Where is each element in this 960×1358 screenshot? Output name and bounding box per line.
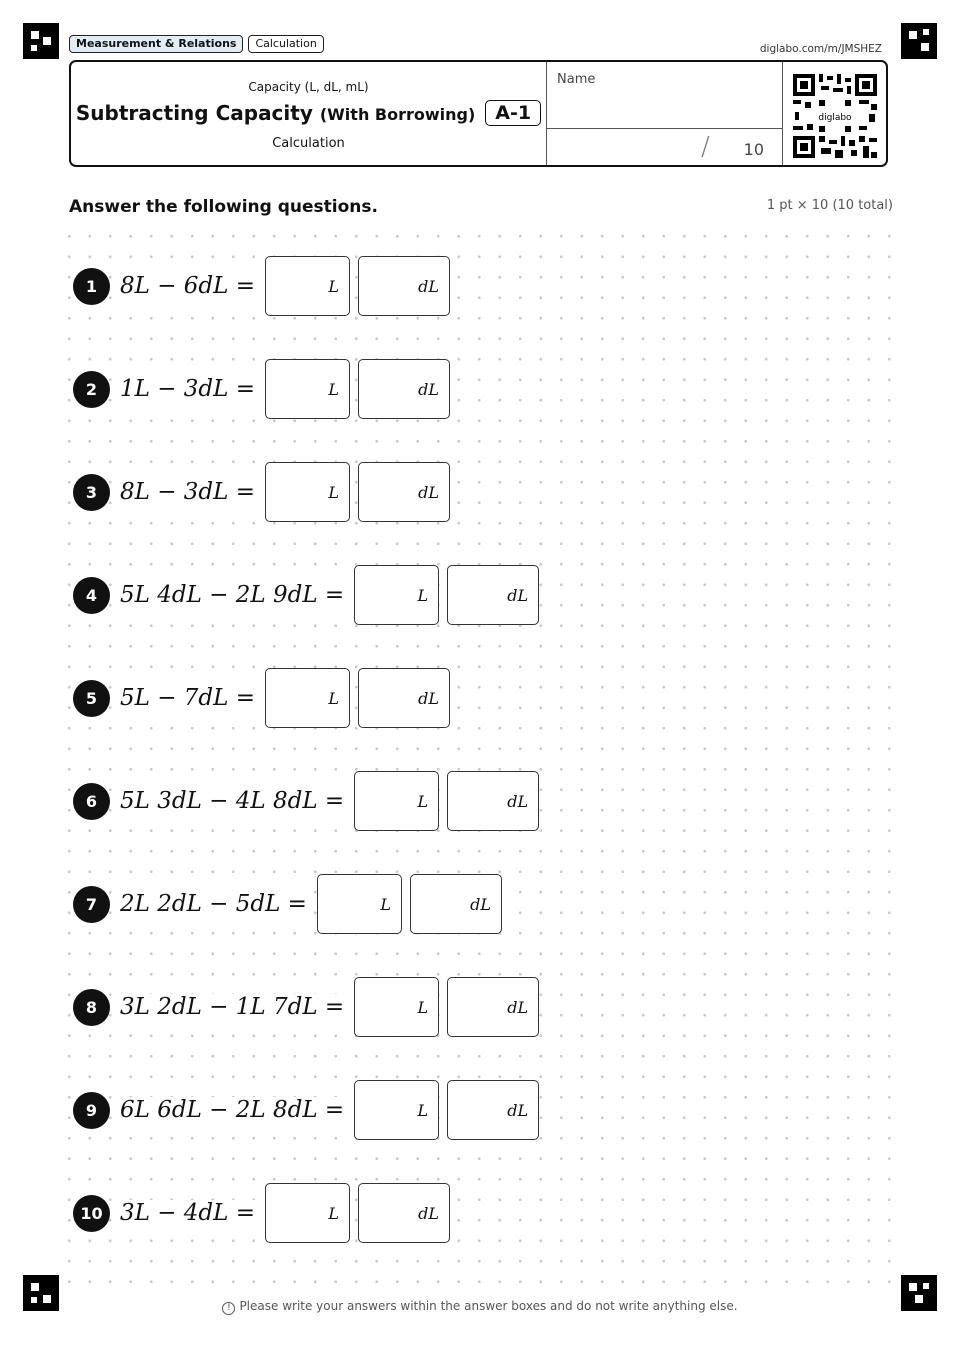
footer-text: Please write your answers within the answer boxes and do not write anything else. — [239, 1299, 738, 1313]
unit-label: L — [328, 380, 340, 399]
score-total: 10 — [743, 140, 764, 159]
answer-box-deciliters[interactable] — [410, 874, 502, 934]
answer-box-liters[interactable] — [354, 977, 439, 1037]
right-margin — [898, 0, 960, 1358]
unit-label: dL — [507, 792, 529, 811]
answer-box-liters[interactable] — [354, 1080, 439, 1140]
left-margin — [0, 0, 62, 1358]
title-row — [71, 100, 546, 126]
answer-box-deciliters[interactable] — [358, 1183, 450, 1243]
unit-label: L — [417, 586, 429, 605]
answer-box-deciliters[interactable] — [358, 359, 450, 419]
answer-box-deciliters[interactable] — [447, 771, 539, 831]
question-number: 8 — [73, 989, 110, 1026]
question-2 — [73, 358, 458, 420]
question-7 — [73, 873, 510, 935]
title-suffix: (With Borrowing) — [319, 105, 476, 124]
qr-label: diglabo — [818, 113, 852, 123]
question-expression: 5L 4dL − 2L 9dL = — [120, 582, 345, 608]
question-expression: 5L − 7dL = — [120, 685, 256, 711]
score-slash: / — [701, 132, 710, 162]
tag-subject: Measurement & Relations — [69, 35, 243, 53]
unit-label: dL — [418, 380, 440, 399]
category-label: Calculation — [272, 136, 345, 151]
question-expression: 3L 2dL − 1L 7dL = — [120, 994, 345, 1020]
unit-label: L — [328, 277, 340, 296]
answer-box-deciliters[interactable] — [447, 977, 539, 1037]
question-number: 2 — [73, 371, 110, 408]
question-number: 1 — [73, 268, 110, 305]
answer-box-liters[interactable] — [317, 874, 402, 934]
question-number: 4 — [73, 577, 110, 614]
question-4 — [73, 564, 547, 626]
unit-label: dL — [507, 998, 529, 1017]
name-score-block — [546, 62, 783, 165]
answer-box-liters[interactable] — [354, 771, 439, 831]
question-10 — [73, 1182, 458, 1244]
answer-box-deciliters[interactable] — [447, 565, 539, 625]
answer-box-liters[interactable] — [354, 565, 439, 625]
unit-label: L — [417, 792, 429, 811]
name-label: Name — [557, 72, 596, 87]
title-block — [71, 62, 546, 165]
answer-box-deciliters[interactable] — [358, 256, 450, 316]
tag-category: Calculation — [248, 35, 323, 53]
question-expression: 2L 2dL − 5dL = — [120, 891, 307, 917]
points-info: 1 pt × 10 (10 total) — [763, 198, 893, 213]
unit-label: L — [417, 1101, 429, 1120]
question-3 — [73, 461, 458, 523]
unit-label: L — [328, 689, 340, 708]
question-6 — [73, 770, 547, 832]
question-expression: 5L 3dL − 4L 8dL = — [120, 788, 345, 814]
question-number: 6 — [73, 783, 110, 820]
worksheet-url: diglabo.com/m/JMSHEZ — [759, 43, 882, 55]
info-icon: ! — [222, 1302, 235, 1315]
unit-label: dL — [418, 1204, 440, 1223]
tag-list — [69, 35, 324, 53]
question-expression: 8L − 6dL = — [120, 273, 256, 299]
question-number: 9 — [73, 1092, 110, 1129]
registration-marker-top-left — [23, 23, 59, 59]
unit-label: dL — [470, 895, 491, 914]
unit-label: dL — [418, 483, 440, 502]
unit-subtitle: Capacity (L, dL, mL) — [248, 80, 369, 94]
worksheet-header — [69, 60, 888, 167]
unit-label: dL — [507, 1101, 529, 1120]
question-number: 3 — [73, 474, 110, 511]
question-1 — [73, 255, 458, 317]
question-expression: 3L − 4dL = — [120, 1200, 256, 1226]
answer-box-deciliters[interactable] — [358, 668, 450, 728]
unit-label: dL — [418, 689, 440, 708]
question-expression: 6L 6dL − 2L 8dL = — [120, 1097, 345, 1123]
question-8 — [73, 976, 547, 1038]
answer-box-liters[interactable] — [265, 256, 350, 316]
answer-box-liters[interactable] — [265, 462, 350, 522]
worksheet-title: Subtracting Capacity (With Borrowing) — [75, 101, 476, 125]
footer-note — [0, 1299, 960, 1315]
unit-label: L — [417, 998, 429, 1017]
qr-code-icon — [793, 74, 877, 158]
answer-box-deciliters[interactable] — [358, 462, 450, 522]
level-badge: A-1 — [485, 100, 541, 126]
question-expression: 8L − 3dL = — [120, 479, 256, 505]
answer-box-liters[interactable] — [265, 1183, 350, 1243]
answer-box-liters[interactable] — [265, 359, 350, 419]
question-number: 5 — [73, 680, 110, 717]
question-9 — [73, 1079, 547, 1141]
unit-label: L — [328, 1204, 340, 1223]
answer-box-deciliters[interactable] — [447, 1080, 539, 1140]
registration-marker-top-right — [901, 23, 937, 59]
unit-label: dL — [418, 277, 440, 296]
question-expression: 1L − 3dL = — [120, 376, 256, 402]
unit-label: L — [380, 895, 391, 914]
unit-label: dL — [507, 586, 529, 605]
instruction-text: Answer the following questions. — [69, 197, 384, 217]
question-number: 10 — [73, 1195, 110, 1232]
question-number: 7 — [73, 886, 110, 923]
question-5 — [73, 667, 458, 729]
divider — [547, 128, 782, 129]
unit-label: L — [328, 483, 340, 502]
answer-box-liters[interactable] — [265, 668, 350, 728]
